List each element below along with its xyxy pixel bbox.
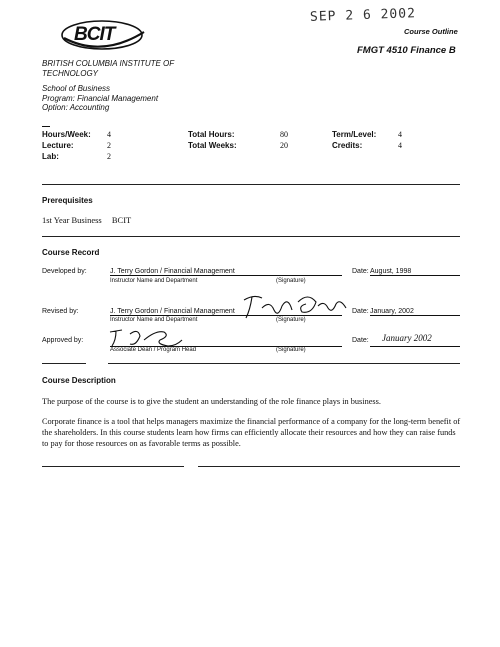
lecture-label: Lecture: <box>42 141 74 150</box>
developed-by-label: Developed by: <box>42 268 87 275</box>
prerequisite-course <box>42 215 131 225</box>
term-level-label: Term/Level: <box>332 130 377 139</box>
developed-date-label: Date: <box>352 268 369 275</box>
developed-by-name: J. Terry Gordon / Financial Management <box>110 268 342 276</box>
hours-week-value: 4 <box>107 130 111 139</box>
logo-text: BCIT <box>74 24 115 45</box>
institute-line-2: TECHNOLOGY <box>42 69 99 78</box>
course-description-heading: Course Description <box>42 376 116 385</box>
course-code: FMGT 4510 Finance B <box>357 45 456 56</box>
signature-caption-3: (Signature) <box>276 347 306 353</box>
hours-block <box>42 130 462 166</box>
received-date-stamp: SEP 2 6 2002 <box>309 6 417 25</box>
approved-by-label: Approved by: <box>42 337 84 344</box>
divider-4b <box>198 466 460 467</box>
total-hours-value: 80 <box>280 130 288 139</box>
description-para-1: The purpose of the course is to give the student an understanding of the role finance plays in business. <box>42 397 381 406</box>
divider-3b <box>108 363 460 364</box>
course-record-heading: Course Record <box>42 248 100 257</box>
signature-caption-2: (Signature) <box>276 317 306 323</box>
revised-date-label: Date: <box>352 308 369 315</box>
lab-label: Lab: <box>42 152 59 161</box>
credits-value: 4 <box>398 141 402 150</box>
signature-caption-1: (Signature) <box>276 278 306 284</box>
revised-date: January, 2002 <box>370 308 460 316</box>
revised-by-label: Revised by: <box>42 308 79 315</box>
revised-signature <box>240 292 350 327</box>
approved-date-label: Date: <box>352 337 369 344</box>
associate-caption: Associate Dean / Program Head <box>110 347 197 353</box>
school-name: School of Business <box>42 84 111 93</box>
bcit-logo <box>58 18 148 52</box>
credits-label: Credits: <box>332 141 363 150</box>
doc-type: Course Outline <box>404 27 458 36</box>
divider-4a <box>42 466 184 467</box>
total-weeks-label: Total Weeks: <box>188 141 237 150</box>
approved-date: January 2002 <box>382 333 432 343</box>
school-info <box>42 84 158 113</box>
lecture-value: 2 <box>107 141 111 150</box>
divider-3a <box>42 363 86 364</box>
total-weeks-value: 20 <box>280 141 288 150</box>
divider-1 <box>42 184 460 185</box>
developed-date: August, 1998 <box>370 268 460 276</box>
description-para-2: Corporate finance is a tool that helps managers maximize the financial performance of a company for the long-term benefit of the shareholders. In this course students learn how firms can efficiently allocate their resources and how they can raise funds to pay for those resources on as favorable terms as possible. <box>42 417 461 448</box>
lab-value: 2 <box>107 152 111 161</box>
institute-name <box>42 59 174 79</box>
divider-2 <box>42 236 460 237</box>
prerequisite-code: BCIT <box>111 215 132 225</box>
program-name: Program: Financial Management <box>42 93 159 103</box>
institute-line-1: BRITISH COLUMBIA INSTITUTE OF <box>42 59 175 68</box>
instructor-caption-2: Instructor Name and Department <box>110 317 198 323</box>
term-level-value: 4 <box>398 130 402 139</box>
total-hours-label: Total Hours: <box>188 130 235 139</box>
option-name: Option: Accounting <box>42 103 110 112</box>
prerequisite-name: 1st Year Business <box>42 215 102 225</box>
hours-week-label: Hours/Week: <box>42 130 91 139</box>
revised-by-name: J. Terry Gordon / Financial Management <box>110 308 342 316</box>
instructor-caption-1: Instructor Name and Department <box>110 278 198 284</box>
prerequisites-heading: Prerequisites <box>42 196 93 205</box>
